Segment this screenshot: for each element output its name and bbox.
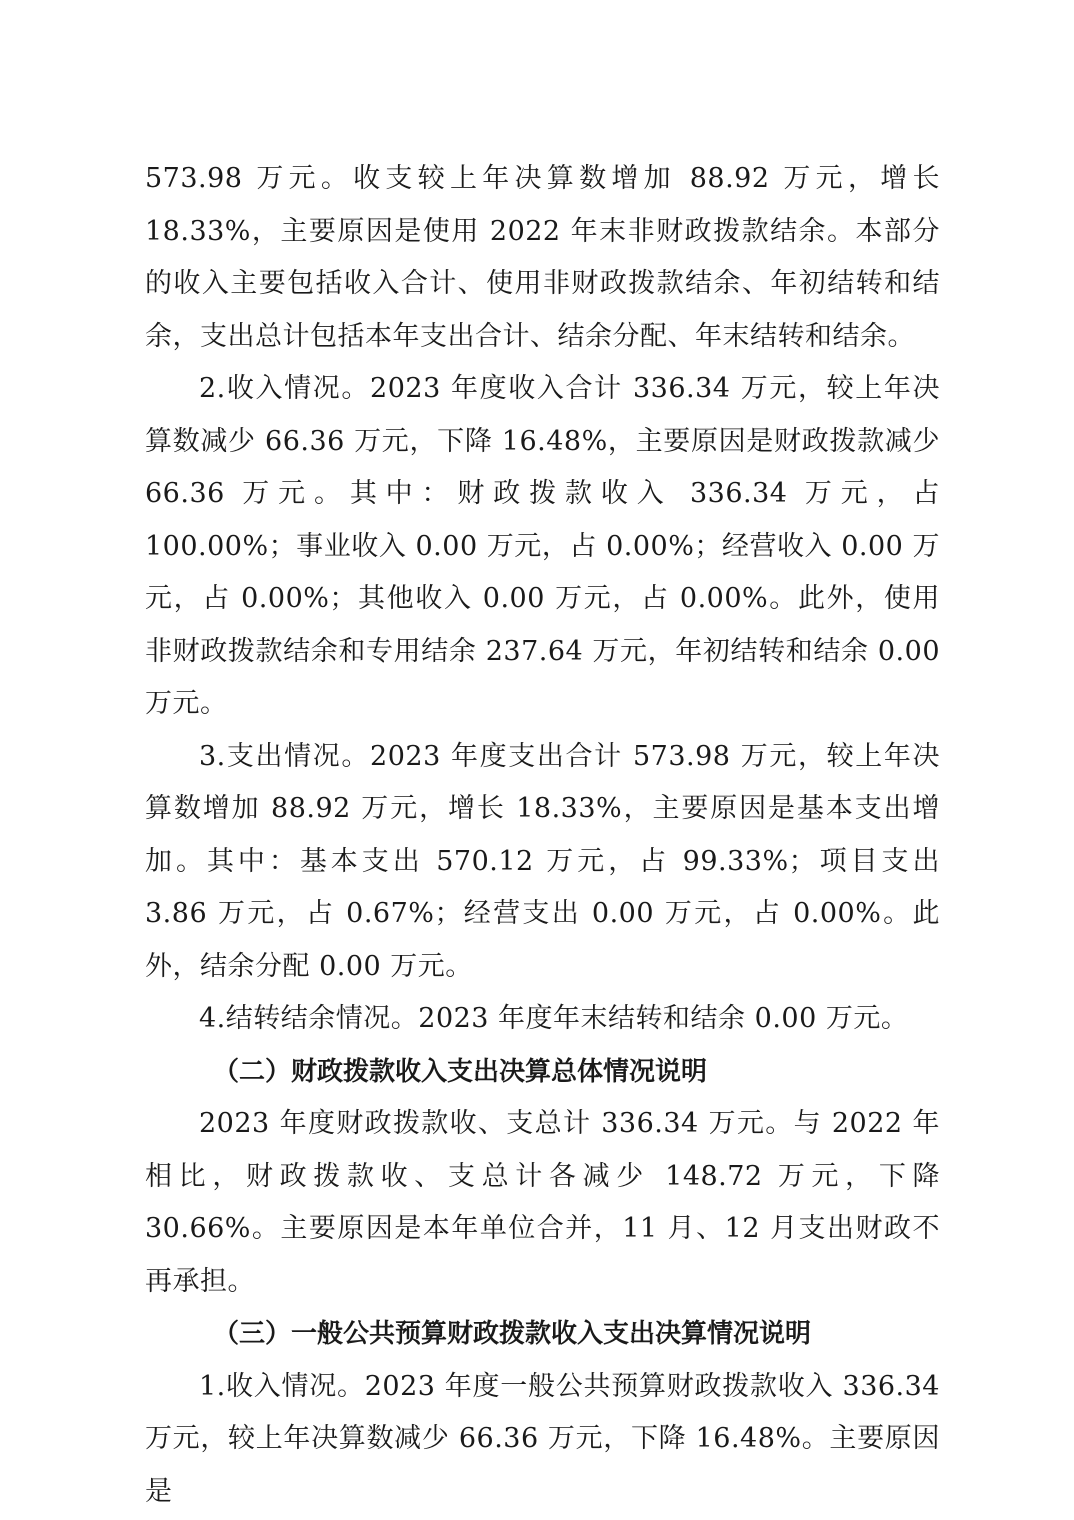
paragraph-fiscal-appropriation: 2023 年度财政拨款收、支总计 336.34 万元。与 2022 年相比，财政拨款收、支总计各减少 148.72 万元，下降 30.66%。主要原因是本年单位合并，11 月、12 月支出财政不再承担。 [145, 1108, 940, 1297]
paragraph-carryover: 4.结转结余情况。2023 年度年末结转和结余 0.00 万元。 [199, 1003, 909, 1034]
paragraph-general-budget-income: 1.收入情况。2023 年度一般公共预算财政拨款收入 336.34 万元，较上年决算数减少 66.36 万元，下降 16.48%。主要原因是 [145, 1370, 940, 1507]
document-body [145, 153, 940, 1518]
section-heading-general-public-budget: （三）一般公共预算财政拨款收入支出决算情况说明 [213, 1319, 812, 1349]
paragraph-expenditure: 3.支出情况。2023 年度支出合计 573.98 万元，较上年决算数增加 88.92 万元，增长 18.33%，主要原因是基本支出增加。其中：基本支出 570.12 万元，占 99.33%；项目支出 3.86 万元，占 0.67%；经营支出 0.00 万元，占 0.00%。此外，结余分配 0.00 万元。 [145, 740, 940, 982]
paragraph-income: 2.收入情况。2023 年度收入合计 336.34 万元，较上年决算数减少 66.36 万元，下降 16.48%，主要原因是财政拨款减少 66.36 万元。其中：财政拨款收入 336.34 万元，占 100.00%；事业收入 0.00 万元，占 0.00%；经营收入 0.00 万元，占 0.00%；其他收入 0.00 万元，占 0.00%。此外，使用非财政拨款结余和专用结余 237.64 万元，年初结转和结余 0.00 万元。 [145, 373, 940, 719]
section-heading-fiscal-appropriation: （二）财政拨款收入支出决算总体情况说明 [213, 1056, 708, 1087]
paragraph-income-expense-summary: 573.98 万元。收支较上年决算数增加 88.92 万元，增长 18.33%，主要原因是使用 2022 年末非财政拨款结余。本部分的收入主要包括收入合计、使用非财政拨款结余、年初结转和结余，支出总计包括本年支出合计、结余分配、年末结转和结余。 [145, 163, 940, 352]
